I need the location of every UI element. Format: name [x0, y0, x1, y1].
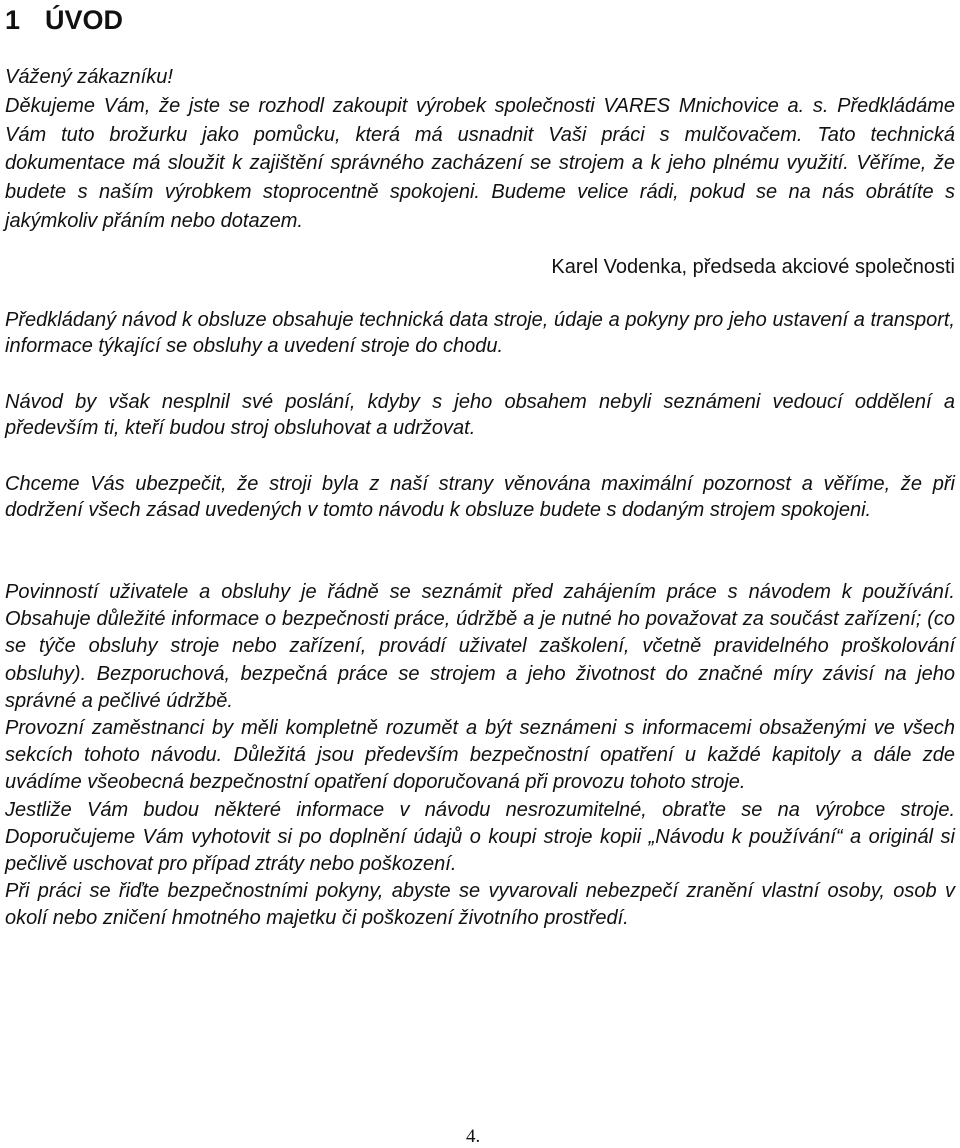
intro-letter [5, 63, 955, 236]
paragraph-2: Návod by však nesplnil své poslání, kdyby s jeho obsahem nebyli seznámeni vedoucí oddělení a především ti, kteří budou stroj obsluhovat a udržovat. [5, 391, 955, 439]
paragraph-3: Chceme Vás ubezpečit, že stroji byla z naší strany věnována maximální pozornost a věříme, že při dodržení všech zásad uvedených v tomto návodu k obsluze budete s dodaným strojem spokojeni. [5, 473, 955, 521]
section-heading [5, 4, 123, 36]
page-number: 4. [466, 1126, 481, 1147]
paragraph-4 [5, 579, 955, 933]
section-number: 1 [5, 5, 21, 35]
section-title: ÚVOD [45, 5, 124, 35]
paragraph-4-part-3: Jestliže Vám budou některé informace v návodu nesrozumitelné, obraťte se na výrobce stroje. Doporučujeme Vám vyhotovit si po doplnění údajů o koupi stroje kopii „Návodu k používání“ a originál si pečlivě uschovat pro případ ztráty nebo poškození. [5, 798, 955, 876]
greeting: Vážený zákazníku! [5, 66, 173, 88]
paragraph-4-part-2: Provozní zaměstnanci by měli kompletně rozumět a být seznámeni s informacemi obsaženými ve všech sekcích tohoto návodu. Důležitá jsou především bezpečnostní opatření u každé kapitoly a dále zde uvádíme všeobecná bezpečnostní opatření doporučovaná při provozu tohoto stroje. [5, 717, 955, 794]
intro-body: Děkujeme Vám, že jste se rozhodl zakoupit výrobek společnosti VARES Mnichovice a. s. Předkládáme Vám tuto brožurku jako pomůcku, která má usnadnit Vaši práci s mulčovačem. Tato technická dokumentace má sloužit k zajištění správného zacházení se strojem a k jeho plnému využití. Věříme, že budete s naším výrobkem stoprocentně spokojeni. Budeme velice rádi, pokud se na nás obrátíte s jakýmkoliv přáním nebo dotazem. [5, 94, 955, 232]
paragraph-4-part-4: Při práci se řiďte bezpečnostními pokyny, abyste se vyvarovali nebezpečí zranění vlastní osoby, osob v okolí nebo zničení hmotného majetku či poškození životního prostředí. [5, 880, 955, 930]
signature: Karel Vodenka, předseda akciové společnosti [551, 256, 955, 278]
paragraph-4-part-1: Povinností uživatele a obsluhy je řádně se seznámit před zahájením práce s návodem k používání. Obsahuje důležité informace o bezpečnosti práce, údržbě a je nutné ho považovat za součást zařízení; (co se týče obsluhy stroje nebo zařízení, provádí uživatel zaškolení, včetně pravidelného proškolování obsluhy). Bezporuchová, bezpečná práce se strojem a jeho životnost do značné míry závisí na jeho správné a pečlivé údržbě. [5, 581, 955, 712]
paragraph-1: Předkládaný návod k obsluze obsahuje technická data stroje, údaje a pokyny pro jeho ustavení a transport, informace týkající se obsluhy a uvedení stroje do chodu. [5, 309, 955, 357]
